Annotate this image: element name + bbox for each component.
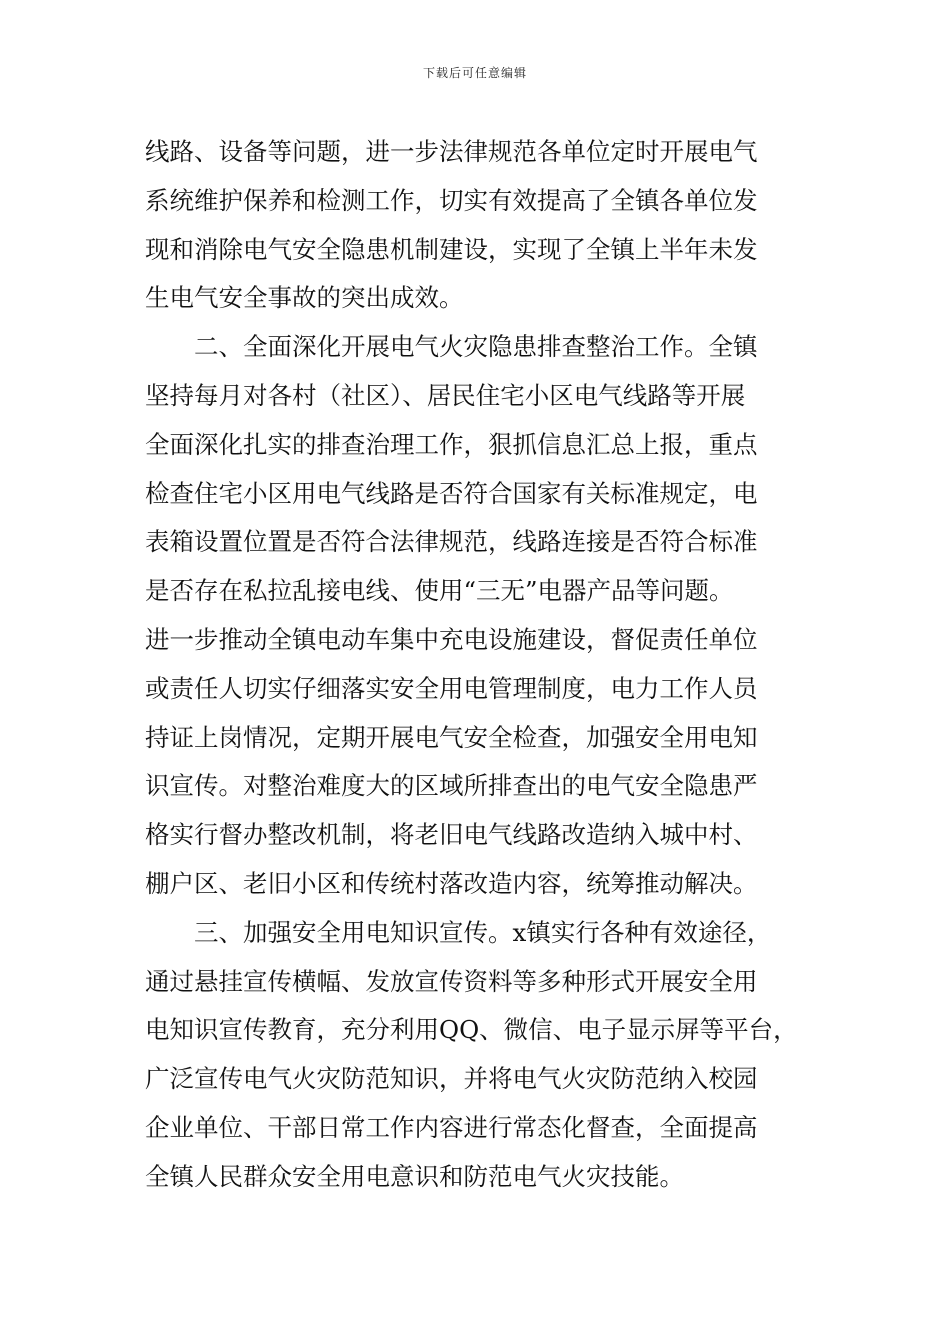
page-header: 下载后可任意编辑 (422, 66, 527, 80)
text-line: 二、全面深化开展电气火灾隐患排查整治工作。全镇 (145, 332, 758, 362)
text-line: 全面深化扎实的排查治理工作，狠抓信息汇总上报，重点 (145, 429, 758, 459)
text-line: 持证上岗情况，定期开展电气安全检查，加强安全用电知 (145, 722, 758, 752)
text-line: 系统维护保养和检测工作，切实有效提高了全镇各单位发 (145, 185, 758, 215)
text-line: 企业单位、干部日常工作内容进行常态化督查，全面提高 (145, 1112, 758, 1142)
text-line: 检查住宅小区用电气线路是否符合国家有关标准规定，电 (145, 478, 758, 508)
text-line: 现和消除电气安全隐患机制建设，实现了全镇上半年未发 (145, 234, 758, 264)
text-line: 通过悬挂宣传横幅、发放宣传资料等多种形式开展安全用 (145, 966, 758, 996)
document-body (145, 128, 835, 1202)
text-line: 棚户区、老旧小区和传统村落改造内容，统筹推动解决。 (145, 868, 758, 898)
text-line: 进一步推动全镇电动车集中充电设施建设，督促责任单位 (145, 624, 758, 654)
text-line: 格实行督办整改机制，将老旧电气线路改造纳入城中村、 (145, 820, 758, 850)
text-line: 广泛宣传电气火灾防范知识，并将电气火灾防范纳入校园 (145, 1064, 758, 1094)
text-line: 是否存在私拉乱接电线、使用“三无”电器产品等问题。 (145, 576, 734, 606)
text-line: 全镇人民群众安全用电意识和防范电气火灾技能。 (145, 1161, 684, 1191)
text-line: 坚持每月对各村（社区）、居民住宅小区电气线路等开展 (145, 380, 746, 410)
text-line: 生电气安全事故的突出成效。 (145, 283, 464, 313)
text-line: 电知识宣传教育，充分利用QQ、微信、电子显示屏等平台， (145, 1015, 798, 1045)
text-line: 表箱设置位置是否符合法律规范，线路连接是否符合标准 (145, 527, 758, 557)
text-line: 或责任人切实仔细落实安全用电管理制度，电力工作人员 (145, 673, 758, 703)
text-line: 线路、设备等问题，进一步法律规范各单位定时开展电气 (145, 137, 758, 166)
text-line: 识宣传。对整治难度大的区域所排查出的电气安全隐患严 (145, 771, 758, 801)
text-line: 三、加强安全用电知识宣传。x镇实行各种有效途径， (145, 917, 772, 947)
